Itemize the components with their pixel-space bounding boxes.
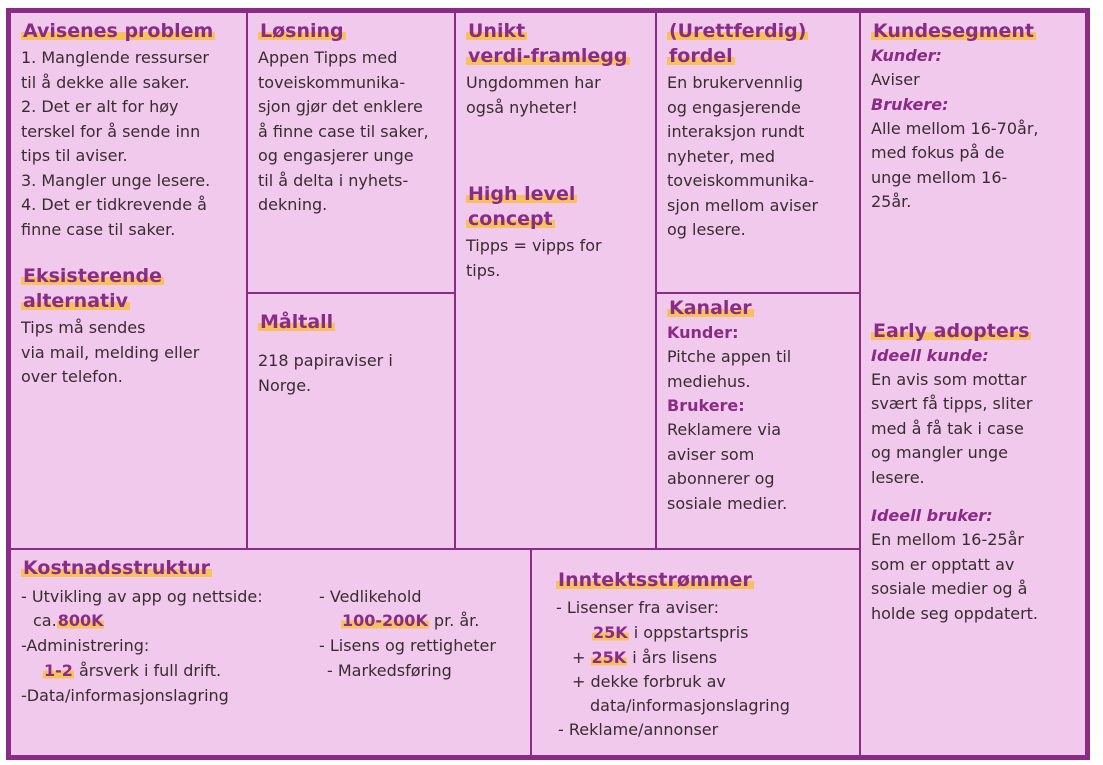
problem-cell: [9, 11, 248, 550]
revenue-cell: [530, 548, 861, 757]
channels-users-label: Brukere:: [667, 396, 745, 415]
early-title: Early adopters: [873, 319, 1030, 342]
costs-right-4: - Markedsføring: [327, 661, 452, 680]
segments-customers-label: Kunder:: [871, 46, 942, 65]
early-ideal-user-text: En mellom 16-25år som er opptatt av sosiale medier og å holde seg oppdatert.: [871, 530, 1038, 623]
revenue-line-3-prefix: +: [572, 648, 591, 667]
revenue-line-2: [592, 621, 749, 644]
metrics-cell: [246, 292, 456, 550]
revenue-line-3-suffix: i års lisens: [627, 648, 718, 667]
revenue-line-6: - Reklame/annonser: [558, 720, 719, 739]
costs-right-2-suffix: pr. år.: [428, 611, 480, 630]
channels-customers-label: Kunder:: [667, 323, 739, 342]
costs-left-2-value: 800K: [57, 611, 104, 630]
costs-left-3: -Administrering:: [21, 636, 150, 655]
revenue-line-5: data/informasjonslagring: [590, 696, 790, 715]
lean-canvas-board: [6, 8, 1090, 760]
concept-title-line2: concept: [468, 208, 553, 230]
early-ideal-customer-text: En avis som mottar svært få tipps, sliter med å få tak i case og mangler unge lesere.: [871, 369, 1033, 487]
early-ideal-customer-label: Ideell kunde:: [871, 345, 989, 365]
uvp-cell: [454, 11, 657, 550]
concept-title-line1: High level: [468, 183, 576, 205]
metrics-title: Måltall: [260, 311, 334, 333]
costs-left-2: [33, 609, 104, 632]
solution-cell: [246, 11, 456, 294]
existing-title-line1: Eksisterende: [23, 265, 162, 287]
costs-left-4-suffix: årsverk i full drift.: [73, 661, 222, 680]
segments-customers-text: Aviser: [871, 70, 920, 89]
costs-cell: [9, 548, 532, 757]
revenue-line-2-value: 25K: [593, 623, 628, 642]
uvp-title-line2: verdi-framlegg: [468, 45, 628, 67]
costs-right-1: - Vedlikehold: [319, 587, 422, 606]
revenue-line-4: + dekke forbruk av: [572, 672, 726, 691]
segments-title: Kundesegment: [873, 20, 1035, 42]
uvp-title-line1: Unikt: [468, 20, 526, 42]
concept-text: Tipps = vipps for tips.: [466, 236, 602, 280]
costs-left-2-prefix: ca.: [33, 611, 57, 630]
advantage-cell: [655, 11, 861, 294]
segments-users-text: Alle mellom 16-70år, med fokus på de unge mellom 16- 25år.: [871, 118, 1039, 211]
segments-users-label: Brukere:: [871, 94, 949, 114]
costs-right-2: [341, 609, 479, 632]
early-ideal-user-label: Ideell bruker:: [871, 506, 993, 525]
segments-cell: [859, 11, 1087, 757]
revenue-line-3-value: 25K: [591, 648, 627, 667]
advantage-text: En brukervennlig og engasjerende interaksjon rundt nyheter, med toveiskommunika- sjon mellom aviser og lesere.: [667, 73, 819, 239]
problem-title: Avisenes problem: [23, 20, 214, 42]
channels-users-text: Reklamere via aviser som abonnerer og sosiale medier.: [667, 420, 788, 513]
problem-text: 1. Manglende ressurser til å dekke alle saker. 2. Det er alt for høy terskel for å sende inn tips til aviser. 3. Mangler unge lesere. 4. Det er tidkrevende å finne case til saker.: [21, 48, 211, 239]
channels-cell: [655, 292, 861, 550]
costs-left-5: -Data/informasjonslagring: [21, 686, 229, 705]
revenue-line-1: - Lisenser fra aviser:: [556, 598, 720, 617]
metrics-text: 218 papiraviser i Norge.: [258, 351, 393, 395]
costs-left-4: [43, 659, 221, 682]
channels-title: Kanaler: [669, 297, 752, 319]
existing-title-line2: alternativ: [23, 290, 129, 312]
costs-right-2-value: 100-200K: [342, 611, 428, 630]
costs-title: Kostnadsstruktur: [23, 557, 210, 579]
revenue-title: Inntektsstrømmer: [558, 569, 752, 591]
solution-title: Løsning: [260, 20, 344, 42]
costs-left-4-value: 1-2: [44, 661, 73, 680]
costs-left-1: - Utvikling av app og nettside:: [21, 587, 263, 606]
revenue-line-3: [572, 646, 717, 669]
costs-right-3: - Lisens og rettigheter: [319, 636, 496, 655]
channels-customers-text: Pitche appen til mediehus.: [667, 347, 792, 391]
advantage-title-line1: (Urettferdig): [669, 20, 807, 42]
advantage-title-line2: fordel: [669, 45, 733, 67]
existing-text: Tips må sendes via mail, melding eller over telefon.: [21, 318, 200, 386]
uvp-text: Ungdommen har også nyheter!: [466, 73, 601, 117]
solution-text: Appen Tipps med toveiskommunika- sjon gjør det enklere å finne case til saker, og engasjerer unge til å delta i nyhets- dekning.: [258, 48, 429, 214]
revenue-line-2-suffix: i oppstartspris: [628, 623, 749, 642]
